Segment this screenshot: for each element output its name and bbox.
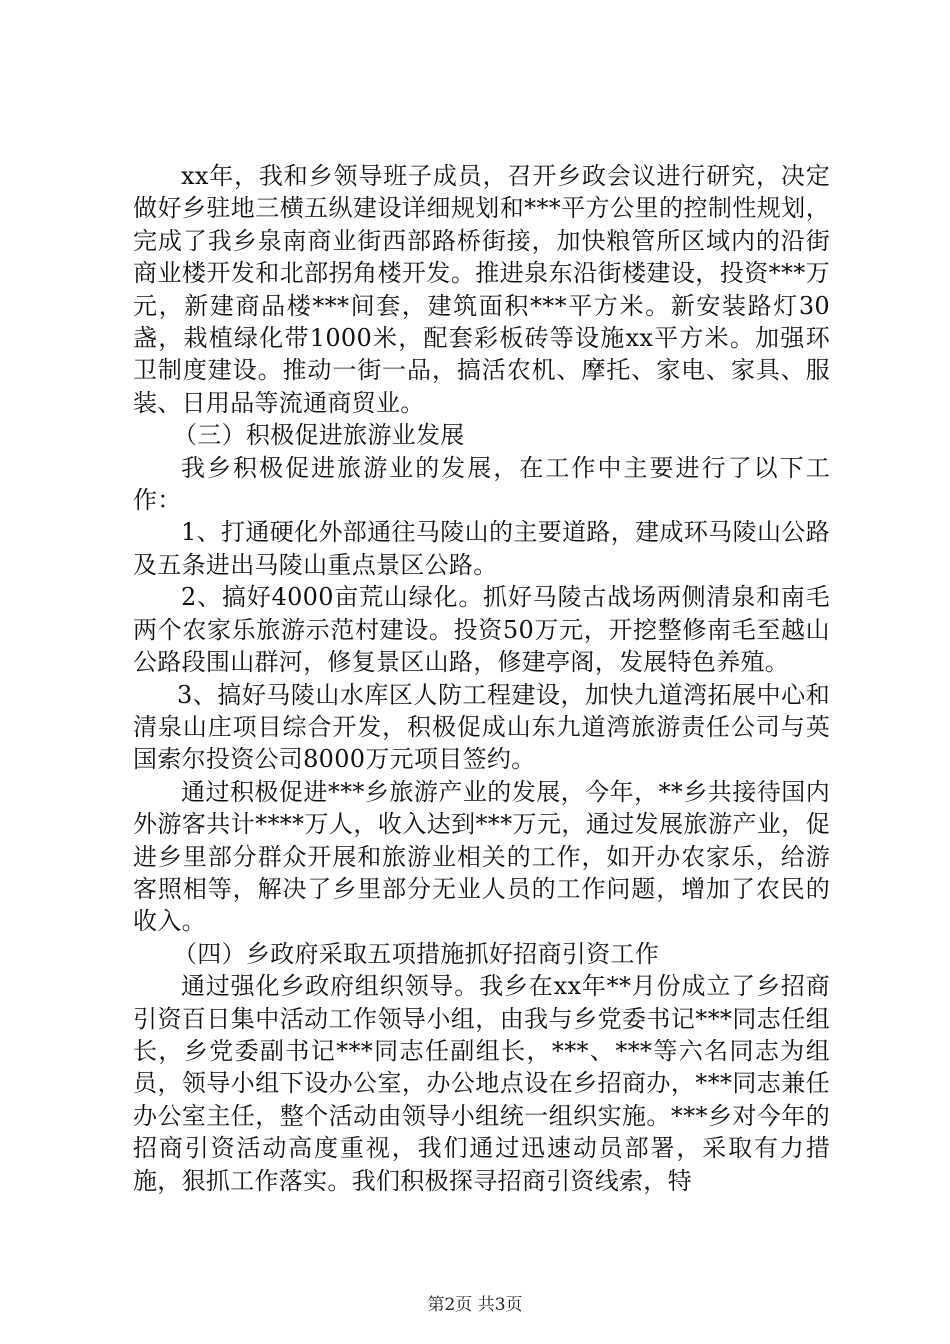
- list-item-1: 1、打通硬化外部通往马陵山的主要道路，建成环马陵山公路及五条进出马陵山重点景区公路。: [133, 518, 830, 579]
- paragraph-investment: 通过强化乡政府组织领导。我乡在xx年**月份成立了乡招商引资百日集中活动工作领导小组，由我与乡党委书记***同志任组长，乡党委副书记***同志任副组长，***、***等六名同志为组员，领导小组下设办公室，办公地点设在乡招商办，***同志兼任办公室主任，整个活动由领导小组统一组织实施。***乡对今年的招商引资活动高度重视，我们通过迅速动员部署，采取有力措施，狠抓工作落实。我们积极探寻招商引资线索，特: [133, 972, 830, 1195]
- list-item-3: 3、搞好马陵山水库区人防工程建设，加快九道湾拓展中心和清泉山庄项目综合开发，积极促成山东九道湾旅游责任公司与英国索尔投资公司8000万元项目签约。: [133, 680, 830, 774]
- list-item-2: 2、搞好4000亩荒山绿化。抓好马陵古战场两侧清泉和南毛两个农家乐旅游示范村建设。投资50万元，开挖整修南毛至越山公路段围山群河，修复景区山路，修建亭阁，发展特色养殖。: [133, 583, 830, 677]
- paragraph-tourism-intro: 我乡积极促进旅游业的发展，在工作中主要进行了以下工作：: [133, 453, 830, 515]
- paragraph-urban-construction: xx年，我和乡领导班子成员，召开乡政会议进行研究，决定做好乡驻地三横五纵建设详细规划和***平方公里的控制性规划，完成了我乡泉南商业街西部路桥街接，加快粮管所区域内的沿街商业楼开发和北部拐角楼开发。推进泉东沿街楼建设，投资***万元，新建商品楼***间套，建筑面积***平方米。新安装路灯30盏，栽植绿化带1000米，配套彩板砖等设施xx平方米。加强环卫制度建设。推动一街一品，搞活农机、摩托、家电、家具、服装、日用品等流通商贸业。: [133, 162, 830, 417]
- paragraph-tourism-results: 通过积极促进***乡旅游产业的发展，今年，**乡共接待国内外游客共计****万人，收入达到***万元，通过发展旅游产业，促进乡里部分群众开展和旅游业相关的工作，如开办农家乐，给游客照相等，解决了乡里部分无业人员的工作问题，增加了农民的收入。: [133, 777, 830, 936]
- section-heading-tourism: （三）积极促进旅游业发展: [173, 421, 465, 450]
- page-number-footer: 第2页 共3页: [427, 1295, 523, 1315]
- section-heading-investment: （四）乡政府采取五项措施抓好招商引资工作: [173, 939, 659, 968]
- document-body: [133, 160, 830, 1197]
